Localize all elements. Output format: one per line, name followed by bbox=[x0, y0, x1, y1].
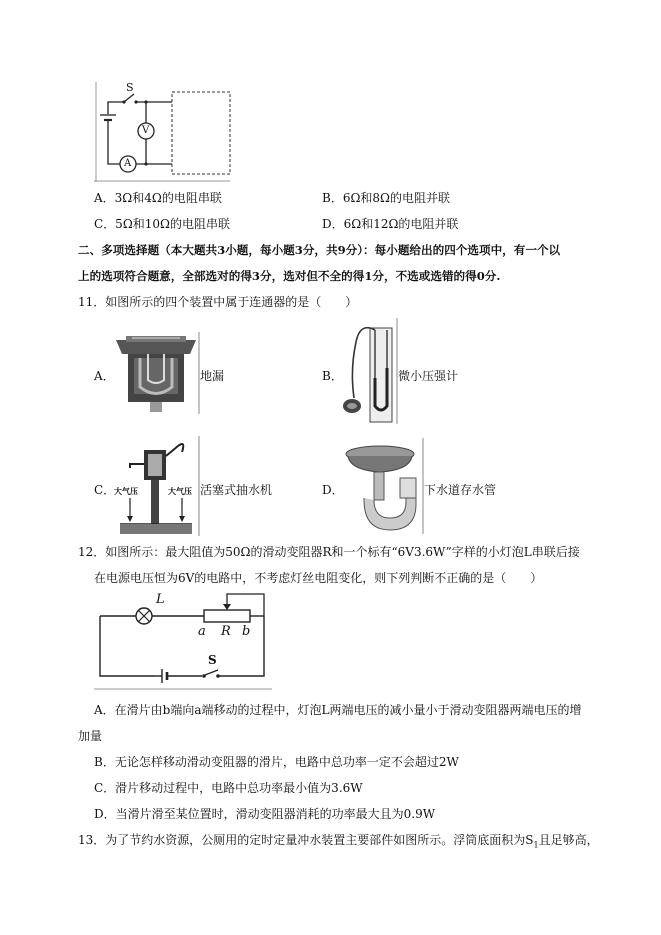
q12-option-a-line1: A．在滑片由b端向a端移动的过程中，灯泡L两端电压的减小量小于滑动变阻器两端电压的增 bbox=[94, 703, 582, 717]
switch-label: S bbox=[126, 81, 134, 94]
ammeter-label: A bbox=[124, 158, 132, 169]
q10-option-c: C．5Ω和10Ω的电阻串联 bbox=[94, 217, 230, 231]
q10-circuit-svg bbox=[94, 82, 234, 182]
drain-trap-image bbox=[340, 438, 424, 534]
q13-stem bbox=[78, 832, 599, 853]
piston-pump-image bbox=[112, 436, 200, 536]
q11-stem: 11．如图所示的四个装置中属于连通器的是（ ） bbox=[78, 295, 358, 309]
atmospheric-pressure-right-label: 大气压 bbox=[168, 486, 192, 496]
q11-option-b-caption: 微小压强计 bbox=[398, 369, 459, 383]
q13-stem-main: 13．为了节约水资源，公厕用的定时定量冲水装置主要部件如图所示。浮筒底面积为S bbox=[78, 833, 534, 847]
q11-option-d-letter: D． bbox=[322, 483, 344, 497]
q11-option-d-caption: 下水道存水管 bbox=[424, 483, 497, 497]
voltmeter-label: V bbox=[142, 125, 150, 136]
q10-option-d: D．6Ω和12Ω的电阻并联 bbox=[322, 217, 459, 231]
q12-option-b: B．无论怎样移动滑动变阻器的滑片，电路中总功率一定不会超过2W bbox=[94, 755, 459, 769]
atmospheric-pressure-left-label: 大气压 bbox=[114, 486, 138, 496]
q13-stem-tail: 且足够高， bbox=[538, 833, 599, 847]
micro-pressure-gauge-image bbox=[340, 318, 398, 424]
q12-stem-line2: 在电源电压恒为6V的电路中，不考虑灯丝电阻变化，则下列判断不正确的是（ ） bbox=[94, 571, 543, 585]
lamp-label: L bbox=[156, 592, 165, 607]
q12-option-c: C．滑片移动过程中，电路中总功率最小值为3.6W bbox=[94, 781, 363, 795]
q11-option-a-letter: A． bbox=[94, 369, 115, 383]
q12-circuit-svg bbox=[94, 590, 272, 690]
section2-heading-line1: 二、多项选择题（本大题共3小题，每小题3分，共9分）：每小题给出的四个选项中，有一个以 bbox=[78, 243, 561, 257]
q10-option-a: A．3Ω和4Ω的电阻串联 bbox=[94, 191, 222, 205]
floor-drain-image bbox=[112, 332, 200, 414]
section2-heading-line2: 上的选项符合题意，全部选对的得3分，选对但不全的得1分，不选或选错的得0分. bbox=[78, 269, 501, 283]
q11-option-b-letter: B． bbox=[322, 369, 343, 383]
q12-option-a-line2: 加量 bbox=[78, 729, 103, 743]
q12-circuit-figure bbox=[94, 590, 272, 690]
q10-option-b: B．6Ω和8Ω的电阻并联 bbox=[322, 191, 450, 205]
rheostat-label: R bbox=[221, 624, 231, 639]
rheostat-end-b-label: b bbox=[242, 624, 251, 639]
q12-option-d: D．当滑片滑至某位置时，滑动变阻器消耗的功率最大且为0.9W bbox=[94, 807, 436, 821]
q11-option-a-caption: 地漏 bbox=[200, 369, 225, 383]
q12-stem-line1: 12．如图所示：最大阻值为50Ω的滑动变阻器R和一个标有“6V3.6W”字样的小灯泡L串联后接 bbox=[78, 545, 580, 559]
q11-option-c-caption: 活塞式抽水机 bbox=[200, 483, 273, 497]
q10-circuit-figure bbox=[94, 82, 234, 182]
rheostat-end-a-label: a bbox=[198, 624, 206, 639]
q11-option-c-letter: C． bbox=[94, 483, 116, 497]
switch-s-label: S bbox=[208, 653, 217, 667]
q13-stem-subscript: 1 bbox=[533, 840, 539, 850]
